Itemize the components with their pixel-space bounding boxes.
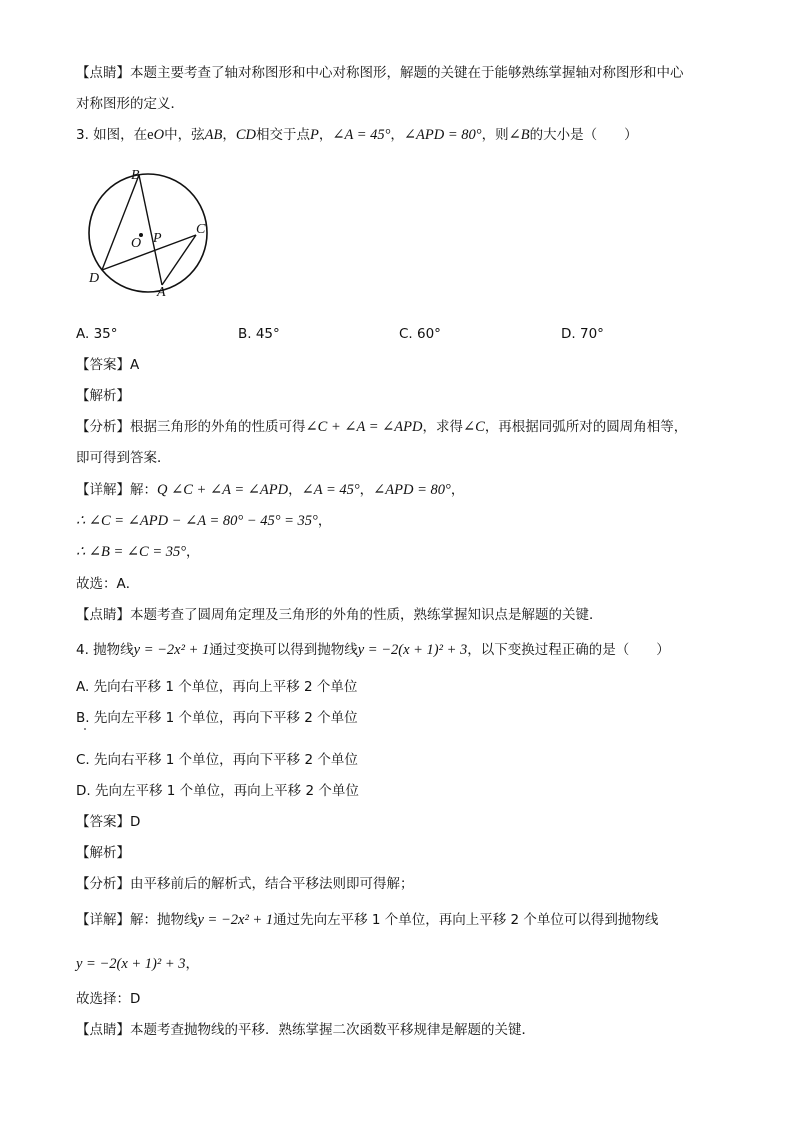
q4-analysis-heading: 【解析】 (76, 845, 130, 861)
q3-choose: 故选：A． (76, 576, 140, 592)
q4-stem-prefix: 4. 抛物线 (76, 642, 134, 658)
q3-stem-prefix: 3. 如图，在 (76, 127, 148, 143)
q3-xiangjie-c2: ， (359, 482, 374, 498)
q4-fenxi: 【分析】由平移前后的解析式，结合平移法则即可得解； (76, 876, 414, 892)
q4-choose: 故选择：D (76, 991, 141, 1007)
q4-xiangjie-prefix: 【详解】解：抛物线 (76, 912, 198, 928)
q3-answer: 【答案】A (76, 357, 140, 373)
q3-xiangjie-c3: ， (450, 482, 465, 498)
q3-option-c: C. 60° (399, 326, 441, 342)
q3-analysis-heading: 【解析】 (76, 388, 130, 404)
q3-xiangjie-formula: Q ∠C + ∠A = ∠APD (157, 482, 289, 498)
q4-option-d: D. 先向左平移 1 个单位，再向上平移 2 个单位 (76, 783, 359, 799)
q3-p: P (309, 127, 319, 143)
q3-option-d: D. 70° (561, 326, 604, 342)
q3-xiangjie-f2: ∠A = 45° (301, 482, 360, 498)
q4-answer: 【答案】D (76, 814, 141, 830)
q3-xiangjie-c1: ， (288, 482, 302, 498)
stray-dot (84, 728, 86, 730)
q4-stem-mid: 通过变换可以得到抛物线 (209, 642, 358, 658)
q3-option-b: B. 45° (238, 326, 280, 342)
q3-comma1: ， (222, 127, 236, 143)
q4-stem-suffix: ，以下变换过程正确的是（ ） (467, 642, 670, 658)
q4-xiangjie-suffix: 通过先向左平移 1 个单位，再向上平移 2 个单位可以得到抛物线 (273, 912, 659, 928)
q4-xiangjie-f2: y = −2(x + 1)² + 3 (76, 956, 186, 972)
q3-fenxi-angle: ∠C (462, 419, 485, 435)
q3-step-3 (76, 543, 200, 561)
q3-fenxi-mid: ，求得 (422, 419, 463, 435)
q4-formula-2: y = −2(x + 1)² + 3 (357, 642, 468, 658)
label-c: C (196, 222, 206, 237)
q4-option-c: C. 先向右平移 1 个单位，再向下平移 2 个单位 (76, 752, 358, 768)
q3-circle-figure (80, 165, 220, 305)
q3-fenxi (76, 418, 687, 436)
q4-option-a: A. 先向右平移 1 个单位，再向上平移 2 个单位 (76, 679, 358, 695)
chord-ab (139, 175, 162, 285)
q3-o: O (153, 127, 165, 143)
q3-step-2-end: ， (317, 513, 332, 529)
q3-cond1: ∠A = 45° (332, 127, 391, 143)
q3-step-2 (76, 512, 331, 530)
q3-angle-b: ∠B (508, 127, 530, 143)
circle-o (89, 174, 207, 292)
q3-ab: AB (204, 127, 223, 143)
q3-fenxi-suffix: ，再根据同弧所对的圆周角相等， (484, 419, 688, 435)
q4-formula-1: y = −2x² + 1 (133, 642, 210, 658)
q3-stem (76, 126, 638, 144)
q3-step-3-formula: ∴ ∠B = ∠C = 35° (76, 544, 187, 560)
q3-comma2: ， (318, 127, 333, 143)
label-d: D (89, 271, 100, 286)
q3-fenxi-formula: ∠C + ∠A = ∠APD (305, 419, 423, 435)
q3-stem-mid2: 相交于点 (255, 127, 310, 143)
q3-cd: CD (235, 127, 256, 143)
q4-xiangjie (76, 911, 658, 929)
chord-cd (102, 235, 196, 270)
q4-dianjing: 【点睛】本题考查抛物线的平移．熟练掌握二次函数平移规律是解题的关键． (76, 1022, 535, 1038)
q3-step-3-end: ， (186, 544, 200, 560)
segment-ca (162, 235, 196, 285)
label-b: B (131, 168, 140, 183)
circle-symbol: e (147, 127, 154, 143)
q3-xiangjie-f3: ∠APD = 80° (373, 482, 451, 498)
q4-option-b: B. 先向左平移 1 个单位，再向下平移 2 个单位 (76, 710, 358, 726)
q3-step-2-formula: ∴ ∠C = ∠APD − ∠A = 80° − 45° = 35° (76, 513, 318, 529)
q3-fenxi-line-2: 即可得到答案． (76, 450, 171, 466)
q3-xiangjie-prefix: 【详解】解： (76, 482, 157, 498)
dianjing-line-2: 对称图形的定义． (76, 96, 184, 112)
q3-dianjing: 【点睛】本题考查了圆周角定理及三角形的外角的性质，熟练掌握知识点是解题的关键． (76, 607, 603, 623)
q3-stem-mid1: 中，弦 (164, 127, 205, 143)
q3-xiangjie (76, 481, 464, 499)
label-p: P (153, 231, 162, 246)
q3-comma3: ， (390, 127, 404, 143)
label-o: O (131, 236, 142, 251)
q4-xiangjie-f2-end: ， (185, 956, 200, 972)
q3-stem-mid3: ，则 (481, 127, 509, 143)
dianjing-line-1: 【点睛】本题主要考查了轴对称图形和中心对称图形，解题的关键在于能够熟练掌握轴对称图形和中心 (76, 65, 684, 81)
q3-fenxi-prefix: 【分析】根据三角形的外角的性质可得 (76, 419, 306, 435)
label-a: A (157, 285, 166, 300)
q4-xiangjie-line-2 (76, 955, 199, 973)
q3-stem-suffix: 的大小是（ ） (529, 127, 638, 143)
q4-xiangjie-f1: y = −2x² + 1 (197, 912, 274, 928)
q4-stem (76, 641, 670, 659)
q3-option-a: A. 35° (76, 326, 118, 342)
q3-cond2: ∠APD = 80° (403, 127, 482, 143)
